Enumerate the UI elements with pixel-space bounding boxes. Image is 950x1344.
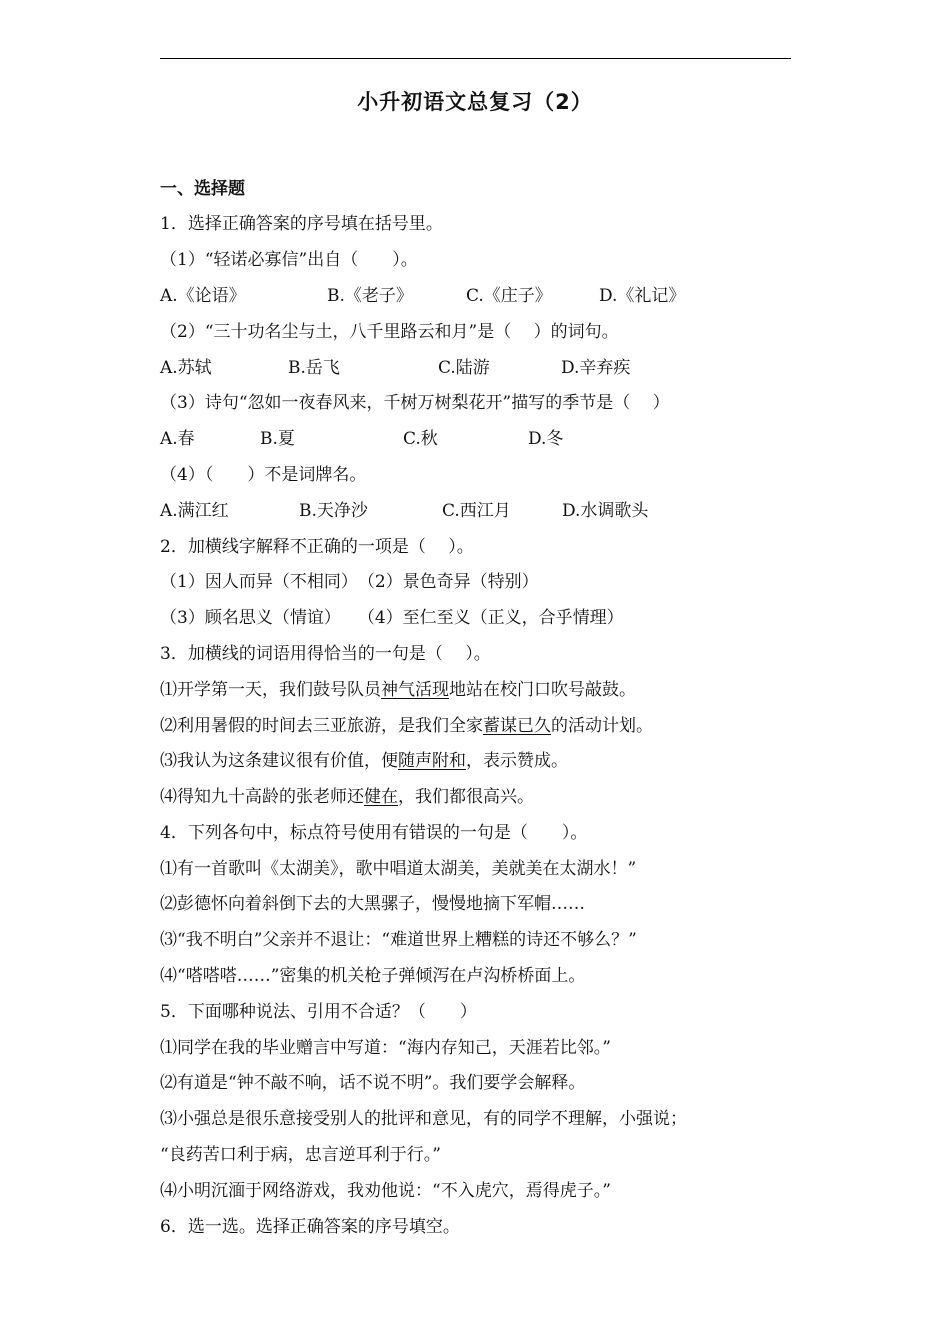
q1-stem: 1．选择正确答案的序号填在括号里。 [160, 214, 443, 234]
header-rule [160, 58, 791, 59]
underlined-word: 蓄谋已久 [483, 716, 551, 736]
section-heading: 一、选择题 [160, 179, 245, 199]
q1-p2-option-b: B.岳飞 [288, 358, 340, 378]
q3-stem: 3．加横线的词语用得恰当的一句是（ ）。 [160, 644, 491, 664]
q4-sentence-4: ⑷“嗒嗒嗒……”密集的机关枪子弹倾泻在卢沟桥桥面上。 [160, 966, 586, 986]
q1-p3-option-c: C.秋 [403, 429, 438, 449]
q5-sentence-2: ⑵有道是“钟不敲不响，话不说不明”。我们要学会解释。 [160, 1073, 586, 1093]
underlined-word: 健在 [364, 787, 398, 807]
q4-sentence-3: ⑶“我不明白”父亲并不退让：“难道世界上糟糕的诗还不够么？” [160, 930, 637, 950]
q1-p1-option-d: D.《礼记》 [599, 286, 686, 306]
q1-p3-option-d: D.冬 [528, 429, 564, 449]
q6-stem: 6．选一选。选择正确答案的序号填空。 [160, 1217, 460, 1237]
q4-stem: 4．下列各句中，标点符号使用有错误的一句是（ ）。 [160, 823, 588, 843]
q1-part3: （3）诗句“忽如一夜春风来，千树万树梨花开”描写的季节是（ ） [160, 393, 670, 413]
q1-p1-option-c: C.《庄子》 [466, 286, 552, 306]
q1-p1-option-b: B.《老子》 [327, 286, 413, 306]
q3-sentence-2: ⑵利用暑假的时间去三亚旅游，是我们全家蓄谋已久的活动计划。 [160, 716, 653, 736]
q1-p4-option-a: A.满江红 [160, 501, 229, 521]
q1-p4-option-d: D.水调歌头 [562, 501, 649, 521]
q1-p4-option-c: C.西江月 [442, 501, 511, 521]
q3-sentence-1: ⑴开学第一天，我们鼓号队员神气活现地站在校门口吹号敲鼓。 [160, 680, 636, 700]
q1-p2-option-d: D.辛弃疾 [561, 358, 631, 378]
q5-sentence-3b: “良药苦口利于病，忠言逆耳利于行。” [160, 1145, 441, 1165]
q2-stem: 2．加横线字解释不正确的一项是（ ）。 [160, 537, 474, 557]
q1-part1: （1）“轻诺必寡信”出自（ ）。 [160, 250, 418, 270]
q4-sentence-2: ⑵彭德怀向着斜倒下去的大黑骡子，慢慢地摘下军帽…… [160, 894, 585, 914]
q5-sentence-1: ⑴同学在我的毕业赠言中写道：“海内存知己，天涯若比邻。” [160, 1038, 611, 1058]
q2-row2: （3）顾名思义（情谊） （4）至仁至义（正义，合乎情理） [160, 608, 624, 628]
q1-p2-option-a: A.苏轼 [160, 358, 212, 378]
page-title: 小升初语文总复习（2） [357, 90, 593, 114]
q1-part2: （2）“三十功名尘与土，八千里路云和月”是（ ）的词句。 [160, 322, 619, 342]
q1-p2-option-c: C.陆游 [438, 358, 490, 378]
q1-p1-option-a: A.《论语》 [160, 286, 246, 306]
q2-row1: （1）因人而异（不相同） （2）景色奇异（特别） [160, 572, 539, 592]
q4-sentence-1: ⑴有一首歌叫《太湖美》，歌中唱道太湖美，美就美在太湖水！” [160, 859, 637, 879]
q3-sentence-3: ⑶我认为这条建议很有价值，便随声附和，表示赞成。 [160, 751, 568, 771]
q1-p4-option-b: B.天净沙 [299, 501, 368, 521]
q1-p3-option-a: A.春 [160, 429, 195, 449]
q5-stem: 5．下面哪种说法、引用不合适？（ ） [160, 1002, 477, 1022]
q5-sentence-3a: ⑶小强总是很乐意接受别人的批评和意见，有的同学不理解，小强说； [160, 1109, 687, 1129]
underlined-word: 随声附和 [398, 751, 466, 771]
q5-sentence-4: ⑷小明沉湎于网络游戏，我劝他说：“不入虎穴，焉得虎子。” [160, 1181, 611, 1201]
q1-p3-option-b: B.夏 [260, 429, 295, 449]
q3-sentence-4: ⑷得知九十高龄的张老师还健在，我们都很高兴。 [160, 787, 534, 807]
underlined-word: 神气活现 [381, 680, 449, 700]
q1-part4: （4）（ ）不是词牌名。 [160, 465, 367, 485]
